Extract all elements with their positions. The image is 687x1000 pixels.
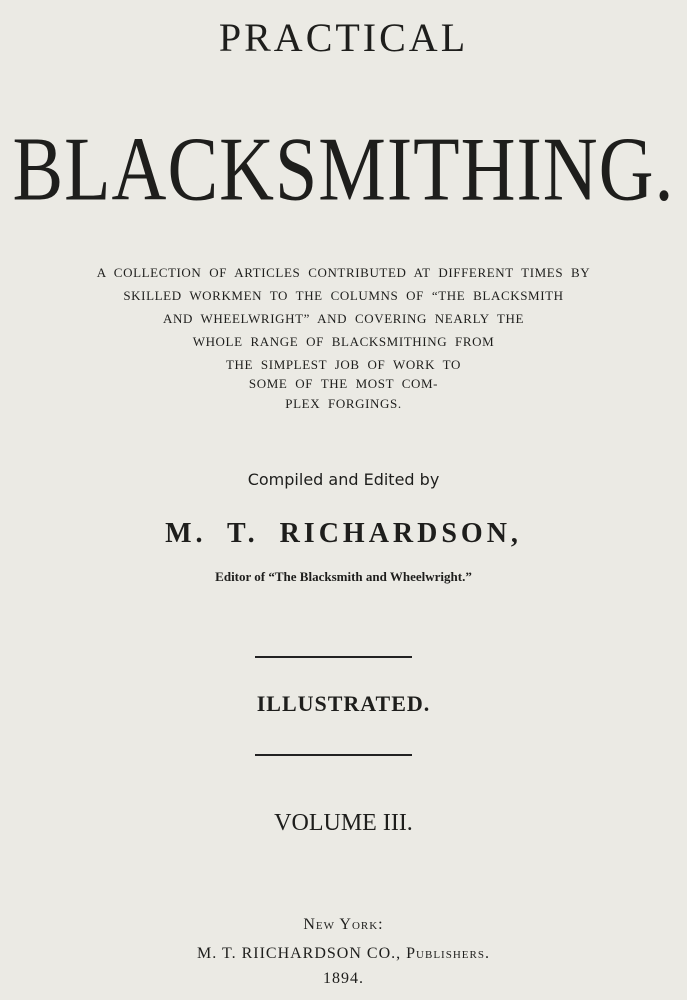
imprint-publisher: M. T. RIICHARDSON CO., Publishers. [197, 945, 490, 962]
illustrated-label: ILLUSTRATED. [256, 691, 431, 716]
imprint-city: New York: [303, 916, 384, 933]
editor-note: Editor of “The Blacksmith and Wheelwright.” [215, 569, 472, 584]
description-line: SKILLED WORKMEN TO THE COLUMNS OF “THE BLACKSMITH [123, 288, 564, 303]
description-line: PLEX FORGINGS. [285, 396, 402, 411]
imprint-year: 1894. [323, 970, 364, 987]
title-line-1: PRACTICAL [218, 15, 469, 60]
divider-rule [255, 754, 412, 756]
volume-label: VOLUME III. [274, 810, 413, 836]
description-line: AND WHEELWRIGHT” AND COVERING NEARLY THE [162, 311, 525, 326]
compiled-by: Compiled and Edited by [247, 470, 440, 489]
description-line: WHOLE RANGE OF BLACKSMITHING FROM [192, 334, 495, 349]
description-line: SOME OF THE MOST COM- [248, 376, 439, 391]
divider-rule [255, 656, 412, 658]
title-line-2: BLACKSMITHING. [12, 119, 675, 220]
description-line: A COLLECTION OF ARTICLES CONTRIBUTED AT DIFFERENT TIMES BY [96, 265, 591, 280]
description-line: THE SIMPLEST JOB OF WORK TO [226, 357, 461, 372]
author-name: M. T. RICHARDSON, [165, 518, 522, 549]
